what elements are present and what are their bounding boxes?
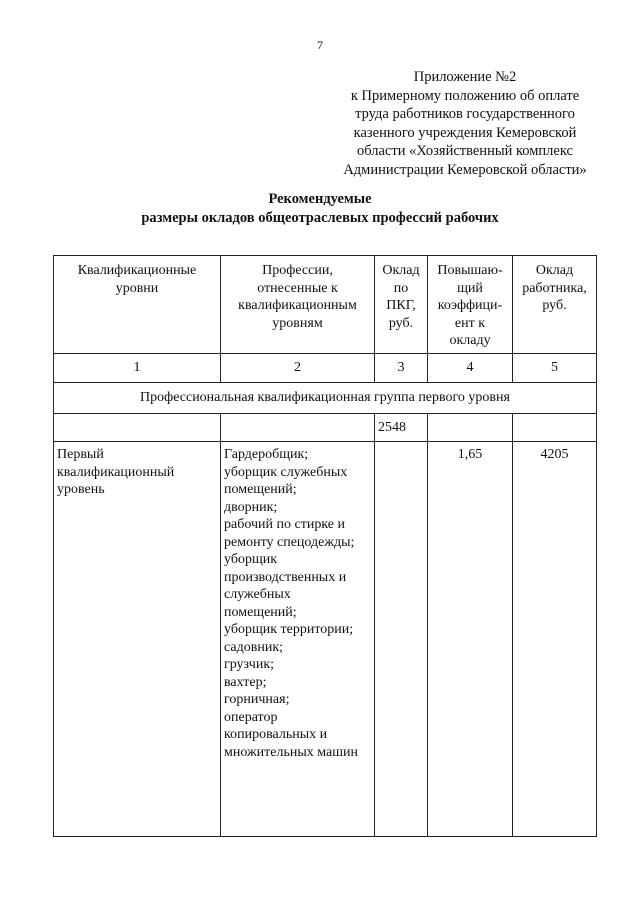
appendix-line: труда работников государственного [355,106,575,122]
appendix-line: к Примерному положению об оплате [350,87,580,104]
appendix-header [300,68,630,179]
empty-cell [428,414,513,442]
qualification-level: Первый квалификационный уровень [54,442,221,837]
header-qualification-levels: Квалификационные уровни [54,256,221,354]
header-pkg-salary: Оклад по ПКГ, руб. [375,256,428,354]
coefficient: 1,65 [428,442,513,837]
header-coefficient: Повышаю- щий коэффици- ент к окладу [428,256,513,354]
empty-cell [221,414,375,442]
header-professions: Профессии, отнесенные к квалификационным уровням [221,256,375,354]
appendix-line: казенного учреждения Кемеровской [353,124,577,141]
base-salary: 2548 [375,414,428,442]
column-number: 5 [513,354,597,383]
column-number: 4 [428,354,513,383]
appendix-line: области «Хозяйственный комплекс [357,143,573,159]
header-employee-salary: Оклад работника, руб. [513,256,597,354]
appendix-line: Администрации Кемеровской области» [343,161,587,178]
salary-table [53,255,597,837]
group-title: Профессиональная квалификационная группа первого уровня [54,383,597,414]
group-title-row [54,383,597,414]
base-salary-row [54,414,597,442]
title-line: размеры окладов общеотраслевых профессий рабочих [141,210,499,226]
employee-salary: 4205 [513,442,597,837]
document-title [0,190,640,228]
empty-cell [513,414,597,442]
table-row [54,442,597,837]
empty-cell [375,442,428,837]
title-line: Рекомендуемые [268,191,372,207]
column-number: 2 [221,354,375,383]
table-header-row [54,256,597,354]
professions-list: Гардеробщик; уборщик служебных помещений; дворник; рабочий по стирке и ремонту спецодежды; уборщик производственных и служебных помещений; уборщик территории; садовник; грузчик; вахтер; горничная; оператор копировальных и множительных машин [221,442,375,837]
page-number: 7 [317,38,323,52]
appendix-line: Приложение №2 [413,69,517,85]
column-number: 3 [375,354,428,383]
column-number: 1 [54,354,221,383]
empty-cell [54,414,221,442]
column-number-row [54,354,597,383]
